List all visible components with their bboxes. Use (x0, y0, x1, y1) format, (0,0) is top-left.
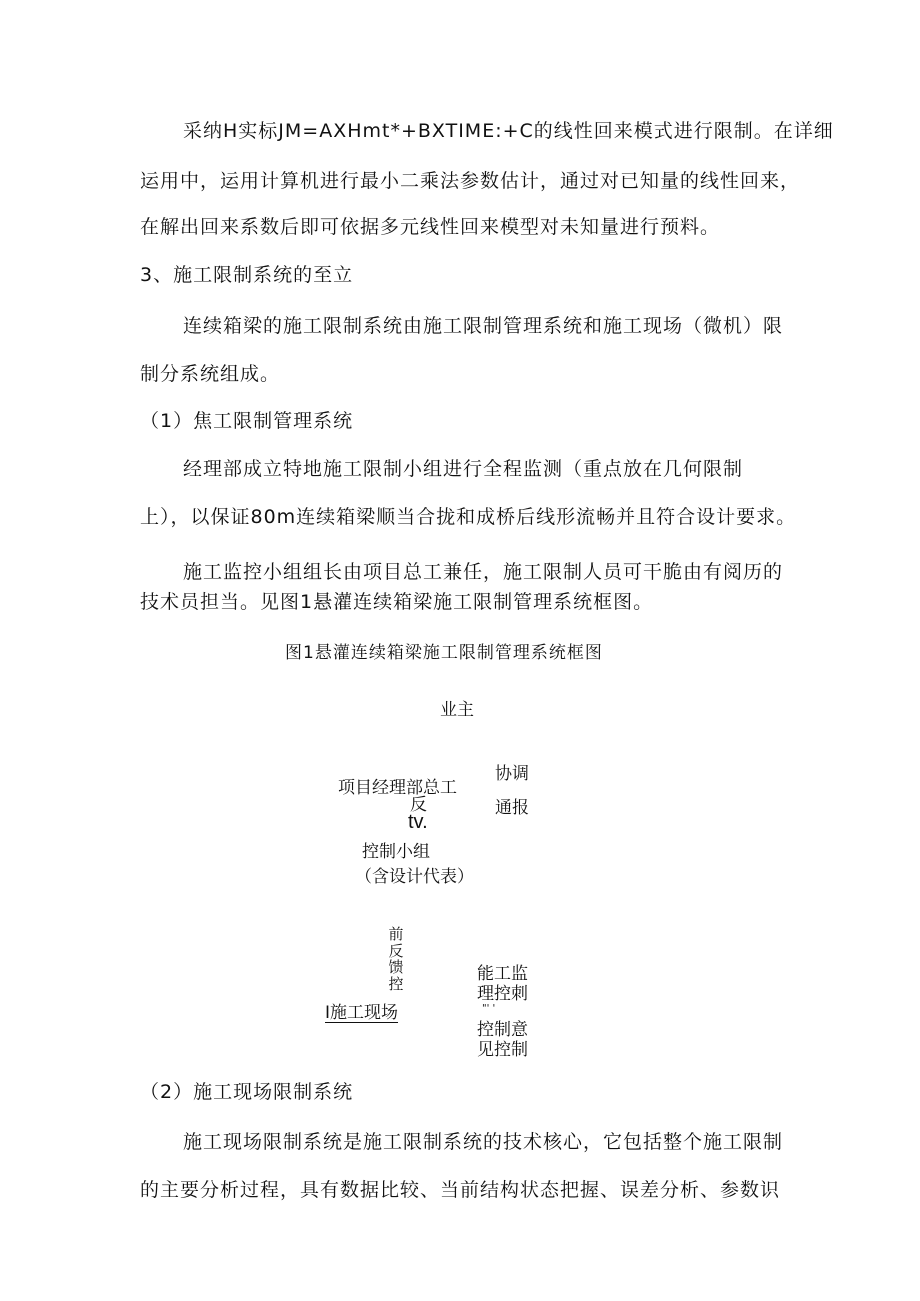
right-column-line-1: 能工监 (477, 964, 528, 984)
paragraph-4-line-1: 施工监控小组组长由项目总工兼任，施工限制人员可干脆由有阅历的 (183, 561, 784, 583)
control-group-node: 控制小组 (362, 842, 430, 862)
subsection-2-heading: （2）施工现场限制系统 (140, 1081, 354, 1103)
feedback-label: 反 (410, 795, 427, 815)
figure-caption: 图1悬灌连续箱梁施工限制管理系统框图 (285, 643, 603, 663)
paragraph-2-line-2: 制分系统组成。 (140, 363, 281, 385)
report-label: 通报 (495, 798, 529, 818)
paragraph-1-line-3: 在解出回来系数后即可依据多元线性回来模型对未知量进行预料。 (140, 216, 721, 238)
tv-label: tv. (408, 811, 428, 833)
right-column-line-2: 理控刺 (477, 984, 528, 1004)
paragraph-3-line-1: 经理部成立特地施工限制小组进行全程监测（重点放在几何限制 (183, 458, 744, 480)
coordinate-label: 协调 (495, 764, 529, 784)
project-dept-node: 项目经理部总工 (338, 778, 457, 798)
construction-site-node: I施工现场 (325, 1003, 399, 1023)
paragraph-3-line-2: 上），以保证80m连续箱梁顺当合拢和成桥后线形流畅并且符合设计要求。 (140, 506, 797, 528)
subsection-1-heading: （1）焦工限制管理系统 (140, 410, 354, 432)
paragraph-5-line-2: 的主要分析过程，具有数据比较、当前结构状态把握、误差分析、参数识 (140, 1179, 781, 1201)
right-column-line-4: 控制意 (477, 1020, 528, 1040)
control-group-note: （含设计代表） (355, 867, 474, 887)
paragraph-5-line-1: 施工现场限制系统是施工限制系统的技术核心，它包括整个施工限制 (183, 1131, 784, 1153)
section-3-heading: 3、施工限制系统的至立 (140, 264, 354, 286)
owner-node: 业主 (440, 700, 474, 720)
paragraph-1-line-2: 运用中，运用计算机进行最小二乘法参数估计，通过对已知量的线性回来， (140, 170, 801, 192)
right-column-line-5: 见控制 (477, 1040, 528, 1060)
paragraph-2-line-1: 连续箱梁的施工限制系统由施工限制管理系统和施工现场（微机）限 (183, 315, 784, 337)
paragraph-4-line-2: 技术员担当。见图1悬灌连续箱梁施工限制管理系统框图。 (140, 591, 654, 613)
feedforward-label: 前反馈控 (388, 925, 404, 993)
right-column-line-3: "' ' (482, 1003, 496, 1014)
paragraph-1-line-1: 采纳H实标JM=AXHmt*+BXTIME:+C的线性回来模式进行限制。在详细 (183, 120, 834, 142)
